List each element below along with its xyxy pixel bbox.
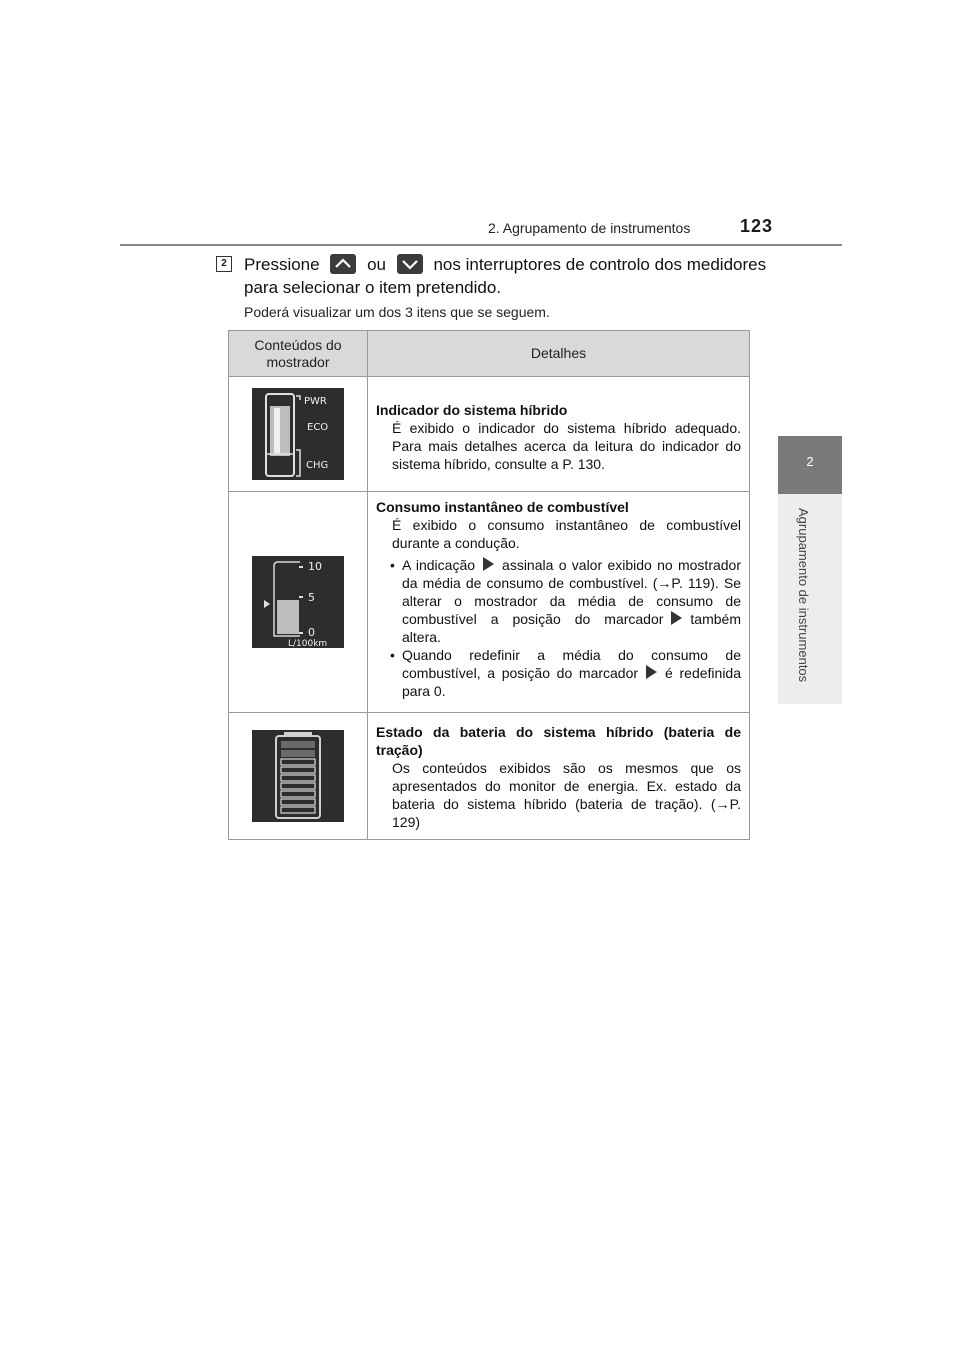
table-row [229,377,750,492]
battery-state-image-cell [229,713,368,840]
marker-icon [671,611,682,625]
bullet-list [376,556,741,700]
item-title: Estado da bateria do sistema híbrido (bateria de tração) [376,724,741,758]
fuel-consumption-gauge-image [252,556,344,648]
marker-icon [483,557,494,571]
unit-label: L/100km [288,639,328,648]
item-description: É exibido o consumo instantâneo de combustível durante a condução. [392,517,741,551]
table-row [229,713,750,840]
hybrid-system-indicator-image [252,388,344,480]
item-title: Consumo instantâneo de combustível [376,499,629,515]
bullet-text: é redefinida para 0. [402,665,741,699]
item-description: Os conteúdos exibidos são os mesmos que os apresentados do monitor de energia. Ex. estado da bateria do sistema híbrido (bateria de tração). (→P. 129) [392,760,741,830]
scale-label-5: 5 [308,591,315,604]
table-row [229,492,750,713]
page-number: 123 [740,216,774,236]
chg-label: CHG [306,460,329,471]
fuel-consumption-image-cell [229,492,368,713]
table-header-row [229,331,750,377]
bullet-text: assinala o valor exibido no mostrador da média de consumo de combustível. (→P. 119). Se alterar o mostrador da média de consumo de combustível a posição do marcador [402,557,742,627]
bullet-text: Quando redefinir a média do consumo de combustível, a posição do marcador [402,647,741,681]
fuel-consumption-details [368,492,750,713]
scale-label-0: 0 [308,626,315,639]
step-instruction-line1 [244,254,766,275]
column-header-contents [229,331,368,377]
display-contents-table [228,330,750,840]
item-description: É exibido o indicador do sistema híbrido adequado. Para mais detalhes acerca da leitura do indicador do sistema híbrido, consulte a P. 130. [392,420,741,472]
chevron-down-icon [397,254,423,274]
chevron-up-icon [330,254,356,274]
step-text-pre: Pressione [244,255,320,274]
bullet-text: também altera. [402,611,741,645]
eco-label: ECO [307,422,329,433]
step-text-mid: ou [367,255,386,274]
hybrid-battery-state-image [252,730,344,822]
step-text-post: nos interruptores de controlo dos medidores [433,255,767,274]
step-instruction-line2: para selecionar o item pretendido. [244,278,502,297]
section-title: 2. Agrupamento de instrumentos [488,220,691,236]
hybrid-indicator-details [368,377,750,492]
hybrid-indicator-image-cell [229,377,368,492]
step-note: Poderá visualizar um dos 3 itens que se seguem. [244,304,550,320]
scale-label-10: 10 [308,560,322,573]
list-item [376,646,741,700]
column-header-details: Detalhes [368,331,750,377]
battery-state-details [368,713,750,840]
step-number-badge: 2 [216,256,232,272]
bullet-text: A indicação [402,557,476,573]
chapter-label: Agrupamento de instrumentos [796,508,811,683]
item-title: Indicador do sistema híbrido [376,402,568,418]
pwr-label: PWR [304,396,327,407]
header-divider [120,244,842,246]
list-item [376,556,741,646]
column-header-contents-label: Conteúdos do mostrador [254,336,342,370]
chapter-number: 2 [806,454,814,469]
marker-icon [646,665,657,679]
